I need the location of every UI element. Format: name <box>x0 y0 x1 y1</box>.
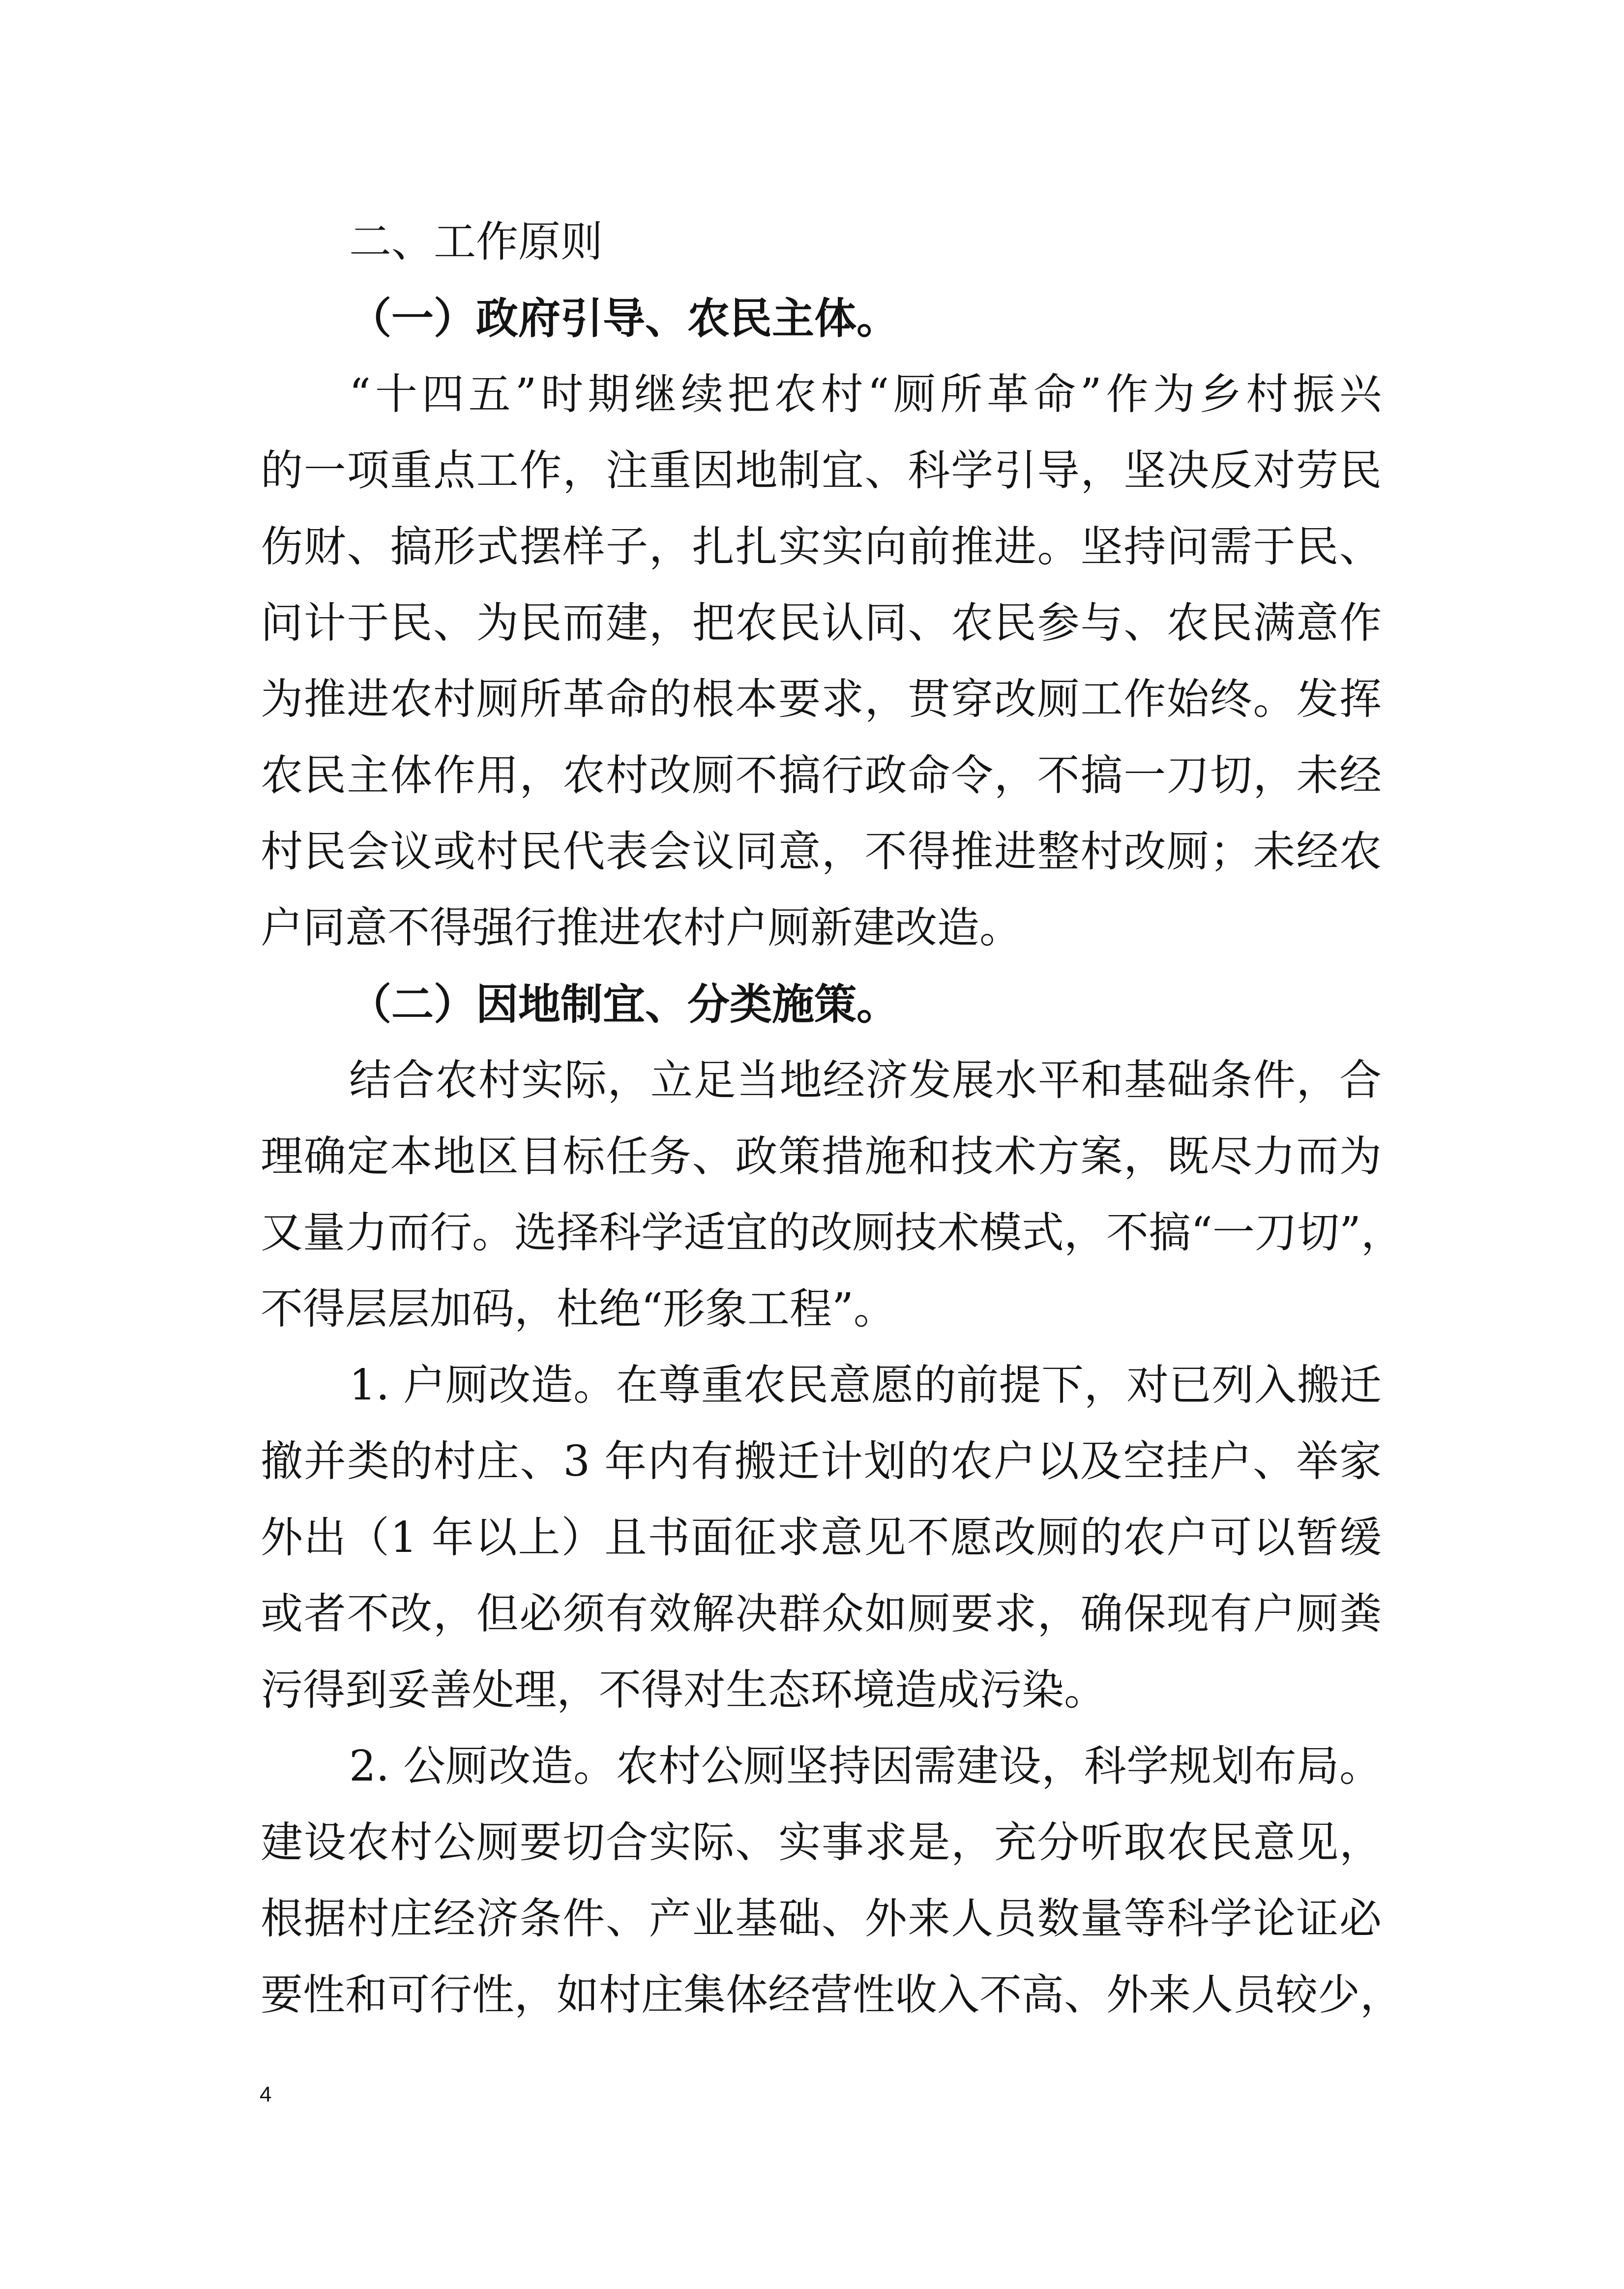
paragraph-line: 的一项重点工作，注重因地制宜、科学引导，坚决反对劳民 <box>261 446 1382 495</box>
page-number: 4 <box>260 2082 272 2107</box>
paragraph-line: 1. 户厕改造。在尊重农民意愿的前提下，对已列入搬迁 <box>349 1361 1382 1410</box>
paragraph-line: 农民主体作用，农村改厕不搞行政命令，不搞一刀切，未经 <box>261 751 1382 800</box>
paragraph-line: 伤财、搞形式摆样子，扎扎实实向前推进。坚持问需于民、 <box>261 522 1382 571</box>
paragraph-line: 要性和可行性，如村庄集体经营性收入不高、外来人员较少， <box>261 1970 1402 2020</box>
paragraph-line: 污得到妥善处理，不得对生态环境造成污染。 <box>261 1665 1106 1715</box>
subheading-local-conditions: （二）因地制宜、分类施策。 <box>349 980 899 1029</box>
paragraph-line: 建设农村公厕要切合实际、实事求是，充分听取农民意见， <box>261 1818 1382 1867</box>
paragraph-line: 不得层层加码，杜绝“形象工程”。 <box>261 1284 896 1334</box>
paragraph-line: 2. 公厕改造。农村公厕坚持因需建设，科学规划布局。 <box>349 1742 1382 1791</box>
paragraph-line: 户同意不得强行推进农村户厕新建改造。 <box>261 903 1022 952</box>
paragraph-line: 理确定本地区目标任务、政策措施和技术方案，既尽力而为 <box>261 1132 1382 1181</box>
paragraph-line: “十四五”时期继续把农村“厕所革命”作为乡村振兴 <box>349 370 1382 419</box>
paragraph-line: 或者不改，但必须有效解决群众如厕要求，确保现有户厕粪 <box>261 1589 1382 1638</box>
paragraph-line: 村民会议或村民代表会议同意，不得推进整村改厕；未经农 <box>261 827 1382 876</box>
paragraph-line: 根据村庄经济条件、产业基础、外来人员数量等科学论证必 <box>261 1894 1382 1943</box>
subheading-government-guidance: （一）政府引导、农民主体。 <box>349 294 899 343</box>
paragraph-line: 外出（1 年以上）且书面征求意见不愿改厕的农户可以暂缓 <box>261 1513 1382 1562</box>
paragraph-line: 又量力而行。选择科学适宜的改厕技术模式，不搞“一刀切”， <box>261 1208 1403 1257</box>
paragraph-line: 为推进农村厕所革命的根本要求，贯穿改厕工作始终。发挥 <box>261 675 1382 724</box>
paragraph-line: 结合农村实际，立足当地经济发展水平和基础条件，合 <box>349 1056 1382 1105</box>
section-heading-work-principles: 二、工作原则 <box>349 217 603 267</box>
paragraph-line: 问计于民、为民而建，把农民认同、农民参与、农民满意作 <box>261 598 1382 648</box>
paragraph-line: 撤并类的村庄、3 年内有搬迁计划的农户以及空挂户、举家 <box>261 1437 1382 1486</box>
